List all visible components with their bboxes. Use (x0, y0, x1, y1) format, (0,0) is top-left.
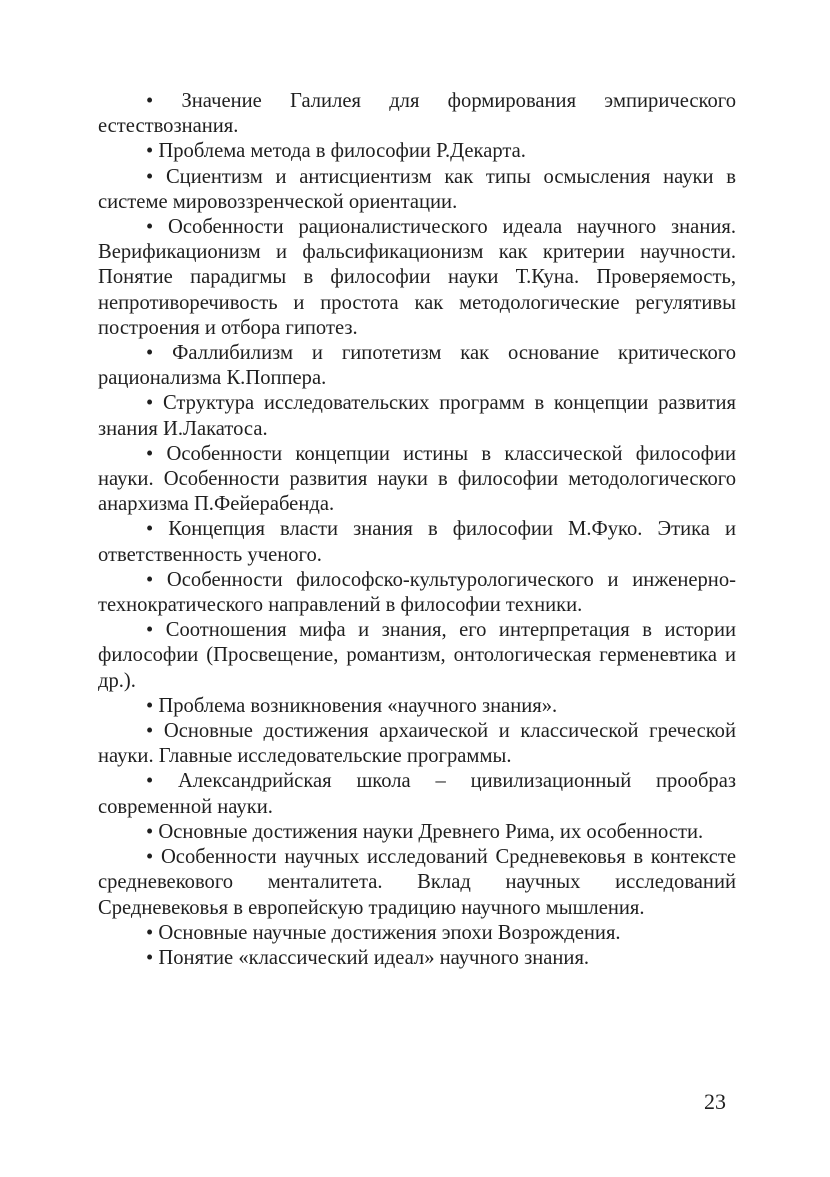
list-item-text: Фаллибилизм и гипотетизм как основание критического рационализма К.Поппера. (98, 342, 736, 390)
page-number: 23 (704, 1089, 726, 1114)
list-item (98, 694, 736, 719)
bullet-marker: • (146, 518, 154, 541)
bullet-marker: • (146, 392, 154, 415)
bullet-marker: • (146, 216, 154, 239)
bullet-marker: • (146, 442, 154, 465)
list-item (98, 391, 736, 441)
list-item (98, 442, 736, 518)
list-item (98, 719, 736, 769)
list-item (98, 89, 736, 139)
list-item (98, 517, 736, 567)
bullet-marker: • (146, 720, 154, 743)
list-item (98, 568, 736, 618)
list-item-text: Концепция власти знания в философии М.Фуко. Этика и ответственность ученого. (98, 518, 736, 566)
bullet-marker: • (146, 568, 154, 591)
list-item (98, 618, 736, 694)
list-item (98, 215, 736, 341)
list-item-text: Проблема метода в философии Р.Декарта. (158, 140, 526, 163)
list-item-text: Понятие «классический идеал» научного знания. (158, 946, 590, 969)
bullet-marker: • (146, 140, 154, 163)
bullet-marker: • (146, 694, 154, 717)
list-item-text: Особенности концепции истины в классической философии науки. Особенности развития науки в философии методологического анархизма П.Фейерабенда. (98, 442, 736, 516)
bullet-marker: • (146, 619, 154, 642)
bullet-marker: • (146, 165, 154, 188)
list-item (98, 845, 736, 921)
list-item-text: Основные достижения науки Древнего Рима, их особенности. (158, 820, 704, 843)
list-item-text: Значение Галилея для формирования эмпирического естествознания. (98, 90, 736, 138)
bullet-marker: • (146, 846, 154, 869)
list-item-text: Проблема возникновения «научного знания». (158, 694, 558, 717)
list-item-text: Соотношения мифа и знания, его интерпретация в истории философии (Просвещение, романтизм, онтологическая герменевтика и др.). (98, 619, 737, 692)
list-item-text: Основные научные достижения эпохи Возрождения. (158, 921, 621, 944)
bullet-marker: • (146, 921, 154, 944)
list-item-text: Особенности рационалистического идеала научного знания. Верификационизм и фальсификационизм как критерии научности. Понятие парадигмы в философии науки Т.Куна. Проверяемость, непротиворечивость и простота как методологические регулятивы построения и отбора гипотез. (98, 216, 736, 339)
list-item (98, 341, 736, 391)
list-item-text: Сциентизм и антисциентизм как типы осмысления науки в системе мировоззренческой ориентации. (98, 165, 736, 213)
bullet-marker: • (146, 820, 154, 843)
bullet-marker: • (146, 770, 154, 793)
question-list (98, 89, 736, 971)
list-item (98, 769, 736, 819)
bullet-marker: • (146, 342, 154, 365)
bullet-marker: • (146, 90, 154, 112)
bullet-marker: • (146, 946, 154, 969)
list-item-text: Структура исследовательских программ в концепции развития знания И.Лакатоса. (98, 392, 736, 440)
list-item (98, 946, 736, 971)
list-item (98, 921, 736, 946)
list-item-text: Особенности научных исследований Средневековья в контексте средневекового менталитета. Вклад научных исследований Средневековья в европейскую традицию научного мышления. (98, 846, 736, 919)
list-item-text: Александрийская школа – цивилизационный прообраз современной науки. (98, 770, 736, 818)
list-item-text: Особенности философско-культурологического и инженерно-технократического направлений в философии техники. (98, 568, 736, 617)
list-item (98, 165, 736, 215)
list-item-text: Основные достижения архаической и классической греческой науки. Главные исследовательские программы. (98, 720, 736, 768)
list-item (98, 820, 736, 845)
list-item (98, 139, 736, 164)
